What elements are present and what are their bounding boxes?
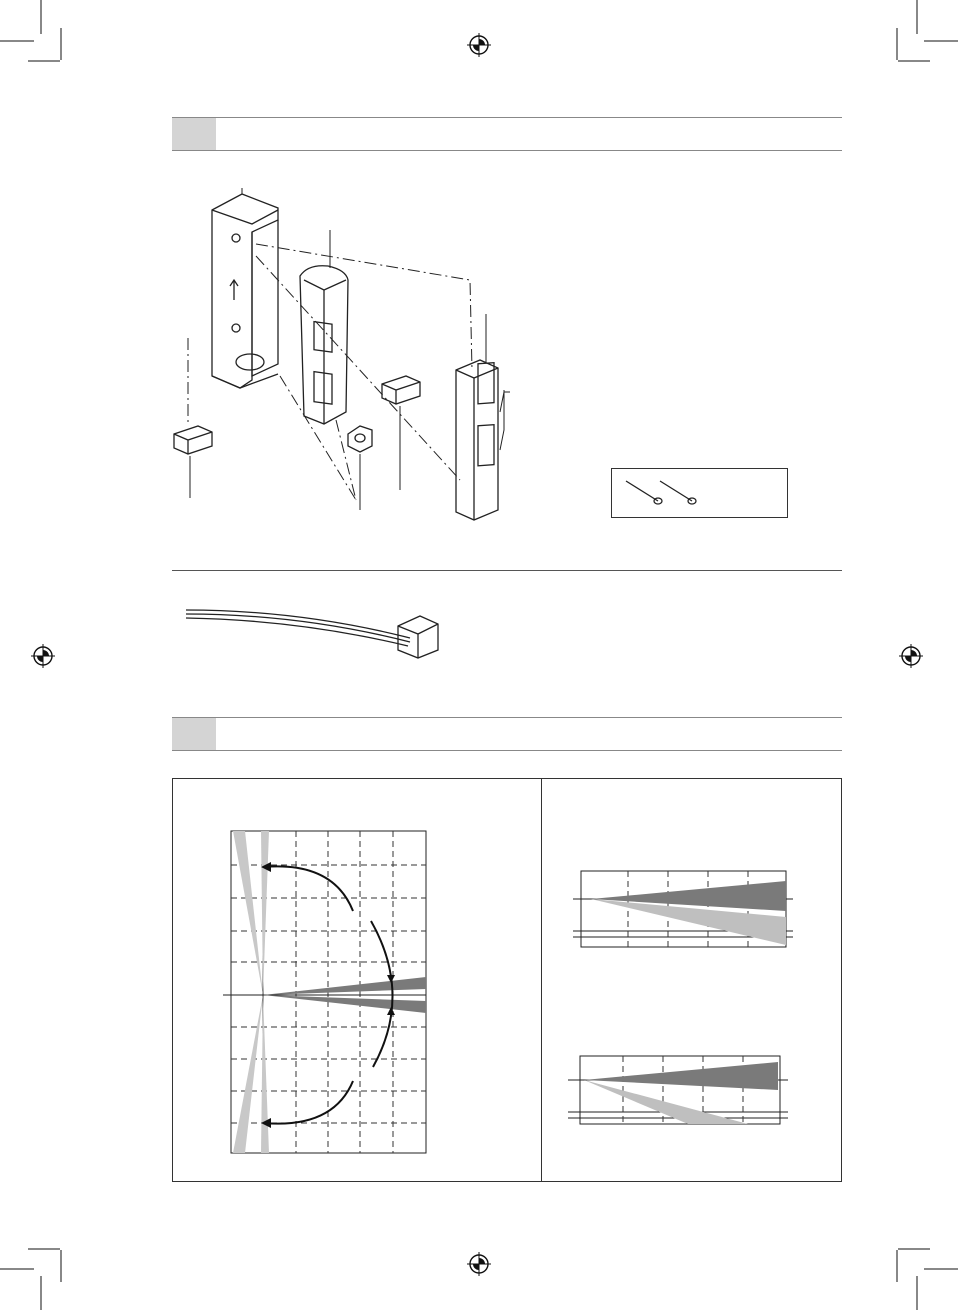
- section-number-chip: [172, 718, 216, 750]
- registration-mark-left: [31, 644, 55, 668]
- side-view-pattern-upper: [573, 871, 803, 961]
- registration-mark-top: [467, 33, 491, 57]
- panel-divider: [541, 779, 542, 1181]
- section-number-chip: [172, 118, 216, 150]
- section-header-2: [172, 717, 842, 751]
- accessory-box: [611, 468, 788, 518]
- section-header-1: [172, 117, 842, 151]
- registration-mark-right: [899, 644, 923, 668]
- horizontal-detection-pattern: [223, 831, 433, 1161]
- cable-illustration: [180, 598, 470, 668]
- section-divider: [172, 570, 842, 571]
- side-view-pattern-lower: [568, 1056, 798, 1136]
- registration-mark-bottom: [467, 1252, 491, 1276]
- coverage-diagram-panel: [172, 778, 842, 1182]
- screw-icon: [624, 479, 704, 509]
